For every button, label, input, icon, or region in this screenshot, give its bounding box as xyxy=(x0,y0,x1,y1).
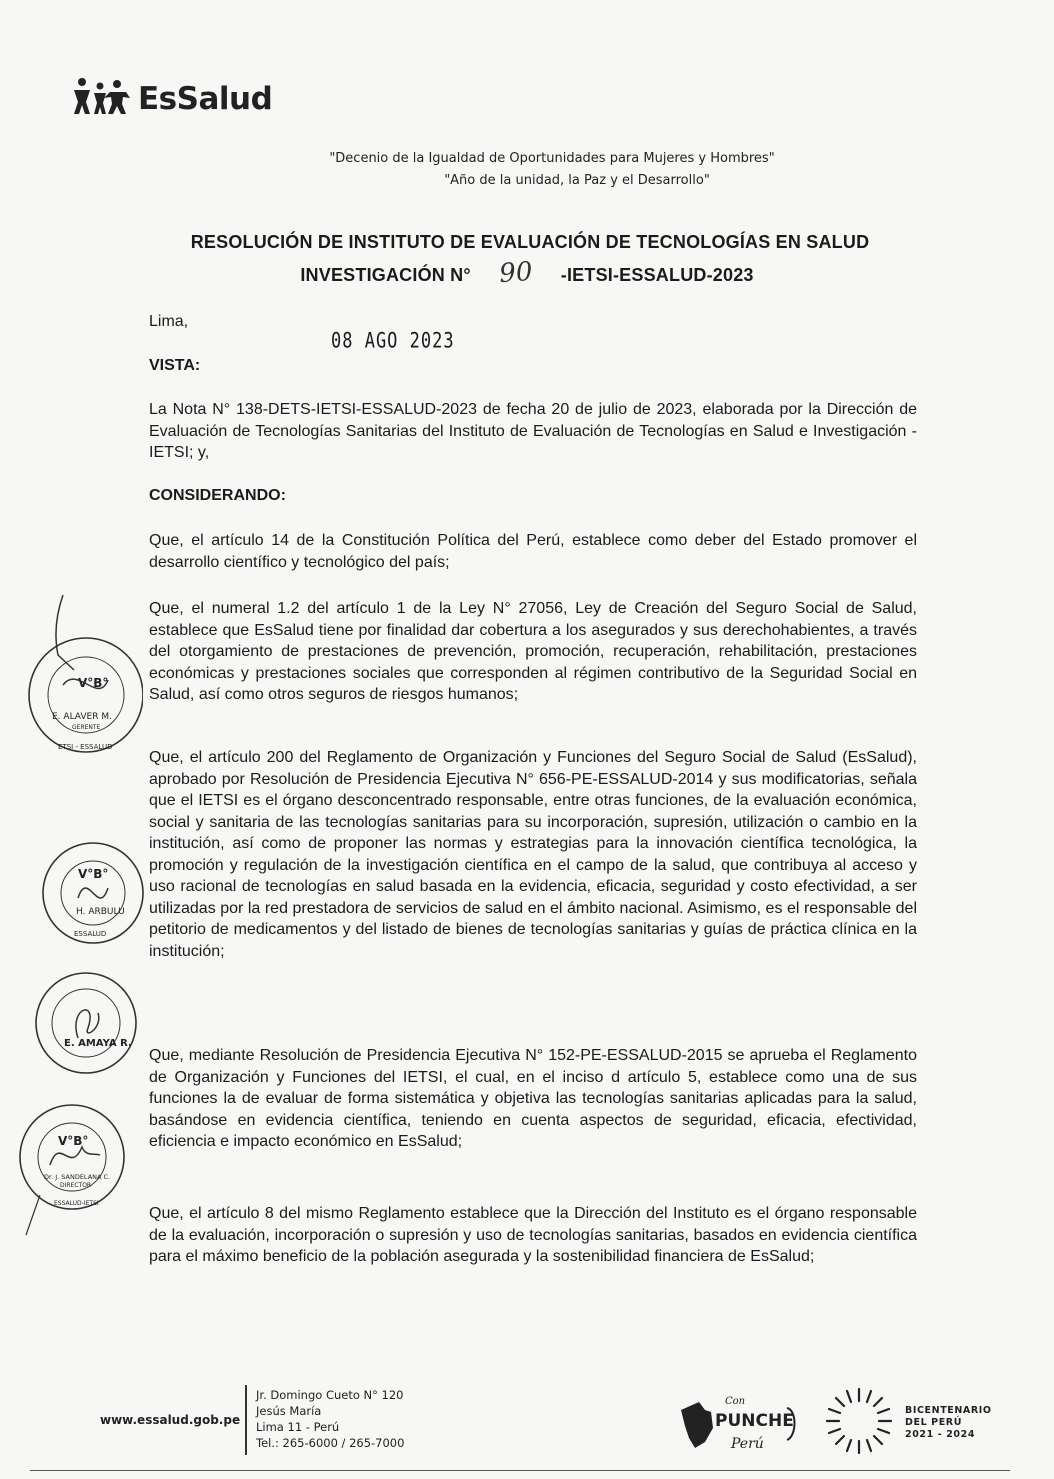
handwritten-number: 90 xyxy=(498,256,534,290)
page-bottom-rule xyxy=(30,1470,1010,1471)
stamp-vb: V°B° xyxy=(78,676,109,690)
punche-main: PUNCHE xyxy=(715,1411,794,1431)
bicentenario-line: 2021 - 2024 xyxy=(905,1429,976,1440)
approval-stamp-seal xyxy=(18,595,143,770)
stamp-ring-text: ETSI - ESSALUD xyxy=(58,743,113,751)
resolution-number-suffix: -IETSI-ESSALUD-2023 xyxy=(560,265,754,285)
bicentenario-sunburst-icon xyxy=(823,1385,895,1457)
considerando-paragraph: Que, mediante Resolución de Presidencia Ejecutiva N° 152-PE-ESSALUD-2015 se aprueba el Reglamento de Organización y Funciones del IETSI, el cual, en el inciso d artículo 5, establece como una de sus funciones la de evaluar de forma sistemática y objetiva las tecnologías sanitarias aplicadas para la salud, basándose en evidencia científica, teniendo en cuenta aspectos de seguridad, eficacia, efectividad, eficiencia e impacto económico en EsSalud; xyxy=(149,1047,917,1150)
address-line: Lima 11 - Perú xyxy=(256,1420,340,1434)
bicentenario-text xyxy=(905,1405,992,1441)
vista-heading: VISTA: xyxy=(149,357,201,374)
footer-divider xyxy=(245,1385,247,1455)
family-figures-icon xyxy=(70,76,134,116)
address-line: Jr. Domingo Cueto N° 120 xyxy=(256,1388,404,1402)
footer-address xyxy=(256,1387,404,1451)
stamp-vb: V°B° xyxy=(78,867,109,881)
considerando-paragraph: Que, el artículo 8 del mismo Reglamento establece que la Dirección del Instituto es el órgano responsable de la evaluación, incorporación o supresión y uso de tecnologías sanitarias, basados en evidencia científica para el máximo beneficio de la población asegurada y la sostenibilidad financiera de EsSalud; xyxy=(149,1205,917,1265)
bicentenario-line: BICENTENARIO xyxy=(905,1405,992,1416)
essalud-logo xyxy=(70,76,272,116)
vista-paragraph: La Nota N° 138-DETS-IETSI-ESSALUD-2023 de fecha 20 de julio de 2023, elaborada por la Dirección de Evaluación de Tecnologías Sanitarias del Instituto de Evaluación de Tecnologías en Salud e Investigación - IETSI; y, xyxy=(149,401,917,461)
logo-text: EsSalud xyxy=(138,81,273,117)
director-stamp-seal xyxy=(10,1095,135,1255)
resolution-title: RESOLUCIÓN DE INSTITUTO DE EVALUACIÓN DE TECNOLOGÍAS EN SALUD xyxy=(190,232,870,252)
stamp-name: Dr. J. SANDELANA C. xyxy=(44,1173,111,1181)
stamp-role: GERENTE xyxy=(72,724,101,731)
considerando-paragraph: Que, el numeral 1.2 del artículo 1 de la Ley N° 27056, Ley de Creación del Seguro Social de Salud, establece que EsSalud tiene por finalidad dar cobertura a los asegurados y sus derechohabientes, a través del otorgamiento de prestaciones de prevención, promoción, recuperación, rehabilitación, prestaciones económicas y prestaciones sociales que corresponden al régimen contributivo de la Seguridad Social en Salud, así como otros seguros de riesgos humanos; xyxy=(149,600,917,703)
punche-peru: Perú xyxy=(731,1436,764,1452)
legal-advisory-stamp-seal xyxy=(38,838,148,948)
stamp-name: E. AMAYA R. xyxy=(64,1038,132,1049)
stamp-name: E. ALAVER M. xyxy=(52,712,112,722)
considerando-paragraph: Que, el artículo 14 de la Constitución Política del Perú, establece como deber del Estado promover el desarrollo científico y tecnológico del país; xyxy=(149,532,917,571)
stamp-vb: V°B° xyxy=(58,1134,89,1148)
considerando-paragraph: Que, el artículo 200 del Reglamento de Organización y Funciones del Seguro Social de Salud (EsSalud), aprobado por Resolución de Presidencia Ejecutiva N° 656-PE-ESSALUD-2014 y sus modificatorias, señala que el IETSI es el órgano desconcentrado responsable, entre otras funciones, de la evaluación económica, social y sanitaria de las tecnologías sanitarias para su incorporación, supresión, utilización o cambio en la institución, así como de proponer las normas y estrategias para la innovación científica tecnológica, la promoción y regulación de la investigación científica en el campo de la salud, que contribuya al acceso y uso racional de tecnologías en salud basada en la evidencia, eficacia, seguridad y costo efectividad, a ser utilizadas por la red prestadora de servicios de salud en el ámbito nacional. Asimismo, es el responsable del petitorio de medicamentos y del listado de bienes de tecnologías sanitarias y guías de práctica clínica en la institución; xyxy=(149,749,917,960)
year-motto: "Año de la unidad, la Paz y el Desarrollo" xyxy=(444,173,710,188)
website-url: www.essalud.gob.pe xyxy=(100,1413,241,1427)
date-stamp: 08 AGO 2023 xyxy=(331,328,455,354)
punche-con: Con xyxy=(725,1396,746,1407)
stamp-ring-text: ESSALUD xyxy=(74,930,107,938)
con-punche-peru-logo xyxy=(675,1390,805,1462)
stamp-ring-text: ESSALUD-IETSI xyxy=(54,1200,99,1207)
stamp-name: H. ARBULU xyxy=(76,907,125,917)
address-line: Jesús María xyxy=(256,1404,322,1418)
resolution-number-line xyxy=(0,258,1054,288)
stamp-role: DIRECTOR xyxy=(60,1182,92,1189)
decade-motto: "Decenio de la Igualdad de Oportunidades para Mujeres y Hombres" xyxy=(329,151,775,166)
subgerencia-stamp-seal xyxy=(28,968,143,1083)
place: Lima, xyxy=(149,313,189,330)
resolution-number-prefix: INVESTIGACIÓN N° xyxy=(300,265,471,285)
bicentenario-line: DEL PERÚ xyxy=(905,1417,963,1428)
considerando-heading: CONSIDERANDO: xyxy=(149,487,286,504)
address-line: Tel.: 265-6000 / 265-7000 xyxy=(256,1436,405,1450)
